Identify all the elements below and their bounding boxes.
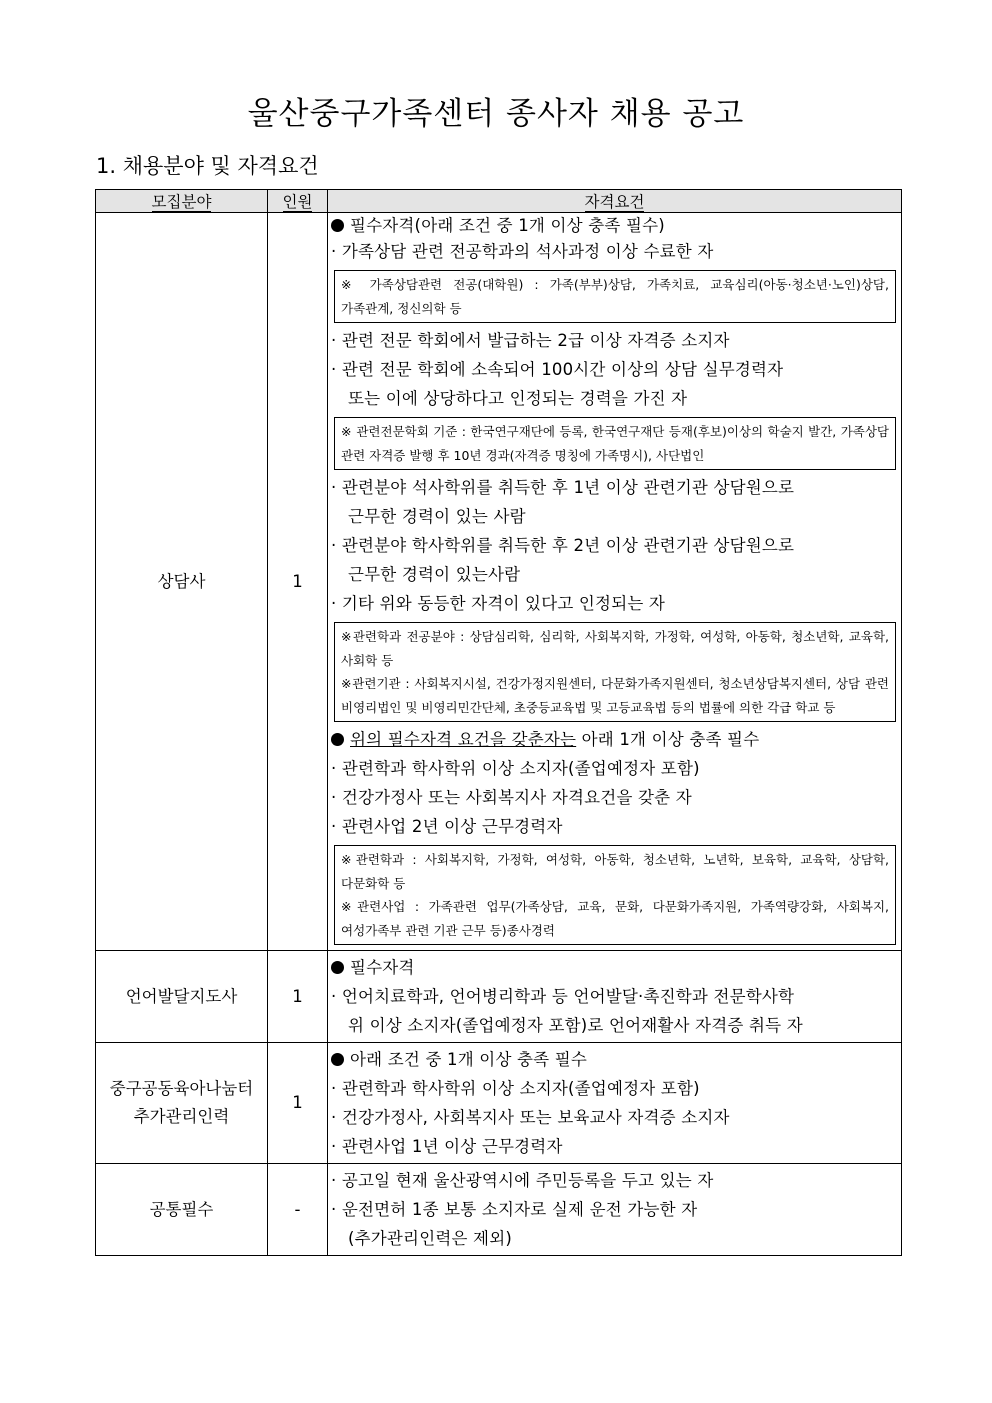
- requirement-line: 아래 조건 중 1개 이상 충족 필수: [331, 1045, 901, 1074]
- note-box: ※ 관련전문학회 기준 : 한국연구재단에 등록, 한국연구재단 등재(후보)이상의 학술지 발간, 가족상담 관련 자격증 발행 후 10년 경과(자격증 명칭에 가족명시), 사단법인: [334, 417, 896, 470]
- table-header-row: [96, 190, 902, 213]
- requirements-cell: [328, 951, 902, 1043]
- requirement-line: · 관련 전문 학회에서 발급하는 2급 이상 자격증 소지자: [331, 331, 730, 350]
- requirement-line: · 관련사업 2년 이상 근무경력자: [331, 817, 563, 836]
- category-cell: 중구공동육아나눔터 추가관리인력: [96, 1043, 268, 1164]
- bullet-icon: [331, 961, 344, 974]
- requirement-line: · 관련분야 학사학위를 취득한 후 2년 이상 관련기관 상담원으로: [331, 536, 795, 555]
- requirement-line: · 건강가정사 또는 사회복지사 자격요건을 갖춘 자: [331, 788, 692, 807]
- category-cell: 공통필수: [96, 1164, 268, 1256]
- requirement-line: · 관련학과 학사학위 이상 소지자(졸업예정자 포함): [331, 759, 700, 778]
- requirement-line: 필수자격: [331, 953, 901, 982]
- requirement-line: · 기타 위와 동등한 자격이 있다고 인정되는 자: [331, 594, 666, 613]
- table-row: [96, 213, 902, 951]
- table-row: [96, 1043, 902, 1164]
- category-cell: 상담사: [96, 213, 268, 951]
- requirement-line: · 공고일 현재 울산광역시에 주민등록을 두고 있는 자: [331, 1171, 714, 1190]
- header-count: 인원: [268, 190, 328, 213]
- requirement-line: · 관련사업 1년 이상 근무경력자: [331, 1137, 563, 1156]
- requirement-line: 위 이상 소지자(졸업예정자 포함)로 언어재활사 자격증 취득 자: [348, 1016, 803, 1035]
- note-box: ※관련학과 : 사회복지학, 가정학, 여성학, 아동학, 청소년학, 노년학, 보육학, 교육학, 상담학, 다문화학 등 ※관련사업 : 가족관련 업무(가족상담, 교육, 문화, 다문화가족지원, 가족역량강화, 사회복지, 여성가족부 관련 기관 근무 등)종사경력: [334, 845, 896, 945]
- requirements-cell: [328, 1164, 902, 1256]
- category-cell: 언어발달지도사: [96, 951, 268, 1043]
- bullet-icon: [331, 733, 344, 746]
- requirements-cell: [328, 213, 902, 951]
- note-box: ※ 가족상담관련 전공(대학원) : 가족(부부)상담, 가족치료, 교육심리(아동·청소년·노인)상담, 가족관계, 정신의학 등: [334, 270, 896, 323]
- recruitment-table: [95, 189, 902, 1256]
- header-field: 모집분야: [96, 190, 268, 213]
- requirement-line: 필수자격(아래 조건 중 1개 이상 충족 필수): [331, 215, 901, 237]
- requirement-line: · 언어치료학과, 언어병리학과 등 언어발달·촉진학과 전문학사학: [331, 987, 795, 1006]
- requirement-line: 근무한 경력이 있는 사람: [348, 507, 526, 526]
- requirements-cell: [328, 1043, 902, 1164]
- requirement-line: 또는 이에 상당하다고 인정되는 경력을 가진 자: [348, 389, 688, 408]
- table-row: [96, 1164, 902, 1256]
- requirement-line: · 관련 전문 학회에 소속되어 100시간 이상의 상담 실무경력자: [331, 360, 784, 379]
- requirement-line: (추가관리인력은 제외): [348, 1229, 512, 1248]
- requirement-line: · 가족상담 관련 전공학과의 석사과정 이상 수료한 자: [331, 242, 714, 261]
- header-requirements: 자격요건: [328, 190, 902, 213]
- page-title: 울산중구가족센터 종사자 채용 공고: [247, 96, 745, 132]
- bullet-icon: [331, 219, 344, 232]
- requirement-line: · 관련분야 석사학위를 취득한 후 1년 이상 관련기관 상담원으로: [331, 478, 795, 497]
- bullet-icon: [331, 1053, 344, 1066]
- requirement-line: · 운전면허 1종 보통 소지자로 실제 운전 가능한 자: [331, 1200, 698, 1219]
- count-cell: -: [268, 1164, 328, 1256]
- requirement-line: 근무한 경력이 있는사람: [348, 565, 521, 584]
- requirement-line: 위의 필수자격 요건을 갖춘자는 아래 1개 이상 충족 필수: [331, 725, 901, 754]
- table-row: [96, 951, 902, 1043]
- note-box: ※관련학과 전공분야 : 상담심리학, 심리학, 사회복지학, 가정학, 여성학, 아동학, 청소년학, 교육학, 사회학 등 ※관련기관 : 사회복지시설, 건강가정지원센터, 다문화가족지원센터, 청소년상담복지센터, 상담 관련 비영리법인 및 비영리민간단체, 초중등교육법 및 고등교육법 등의 법률에 의한 각급 학교 등: [334, 622, 896, 722]
- count-cell: 1: [268, 1043, 328, 1164]
- count-cell: 1: [268, 213, 328, 951]
- requirement-line: · 건강가정사, 사회복지사 또는 보육교사 자격증 소지자: [331, 1108, 730, 1127]
- count-cell: 1: [268, 951, 328, 1043]
- requirement-line: · 관련학과 학사학위 이상 소지자(졸업예정자 포함): [331, 1079, 700, 1098]
- section-heading: 1. 채용분야 및 자격요건: [96, 154, 319, 178]
